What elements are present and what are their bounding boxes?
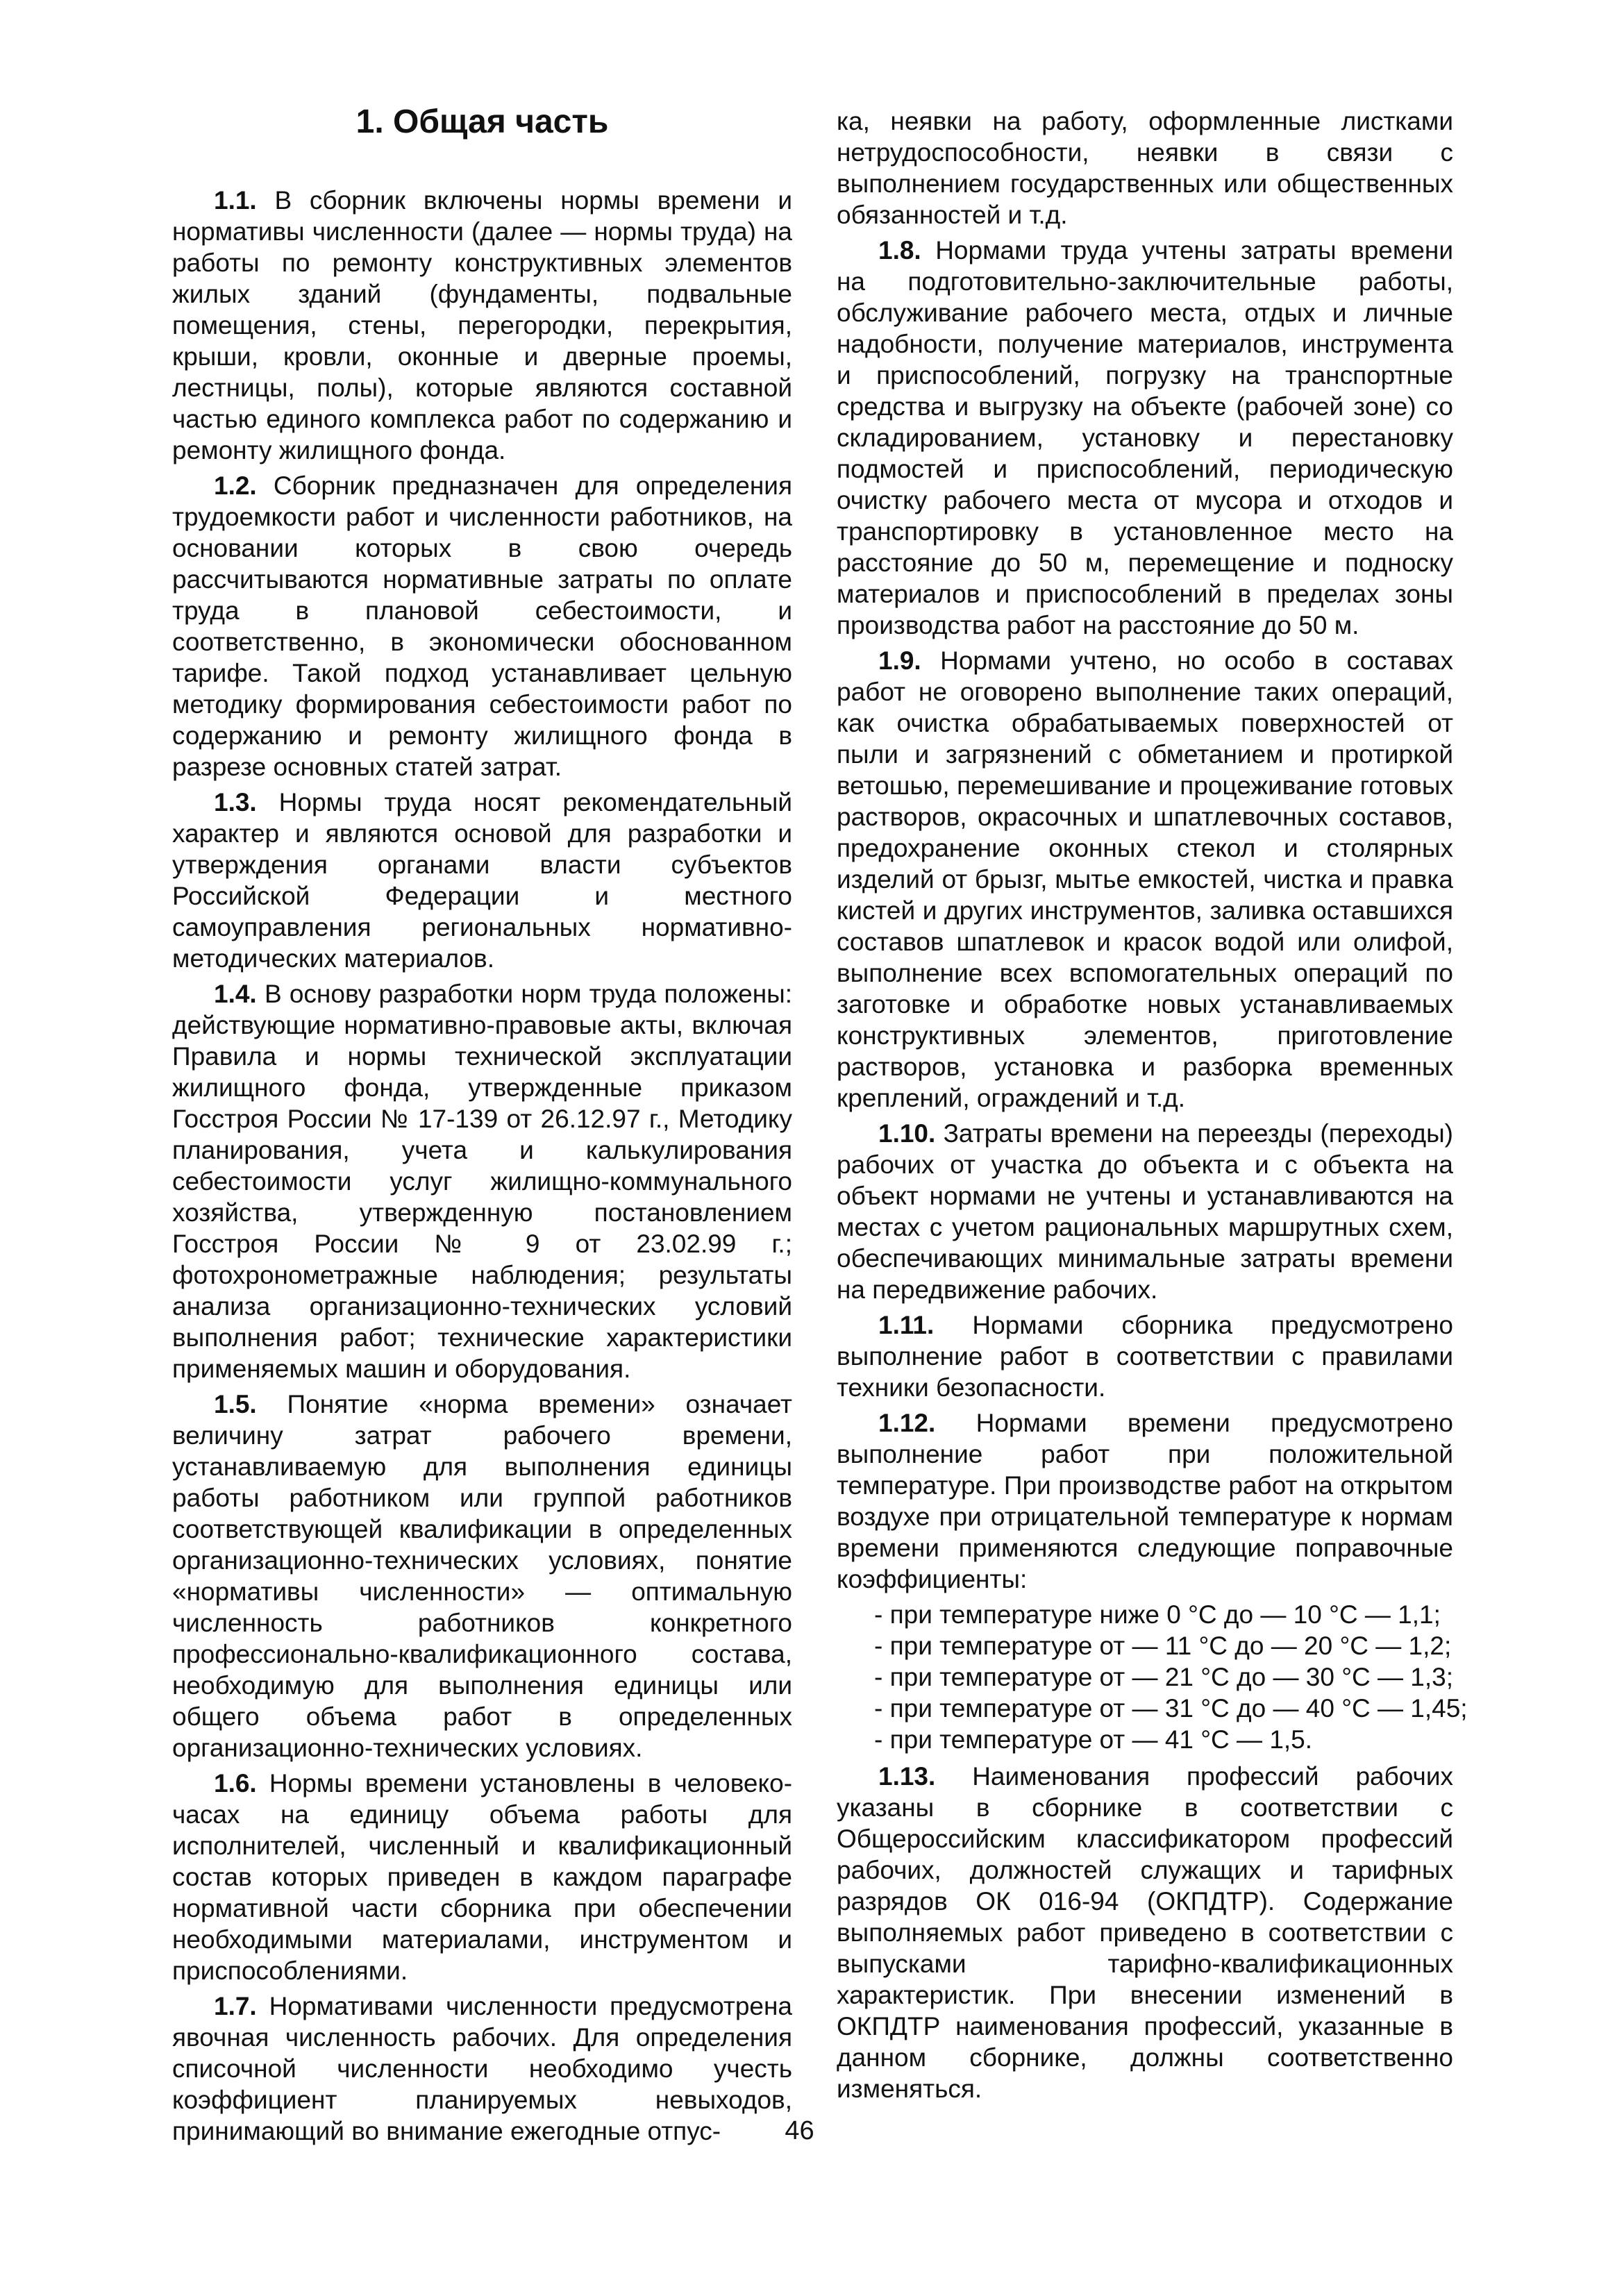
section-title: 1. Общая часть xyxy=(355,103,609,140)
paragraph-1-6 xyxy=(172,1768,792,1986)
paragraph-text: Нормы времени установлены в человеко-часах на единицу объема работы для исполнителей, численный и квалификационный состав которых приведен в каждом параграфе нормативной части сборника при обеспечении необходимыми материалами, инструментом и приспособлениями. xyxy=(172,1769,793,1985)
paragraph-1-2 xyxy=(172,470,792,782)
paragraph-number: 1.8. xyxy=(878,236,921,265)
paragraph-text: Затраты времени на переезды (переходы) рабочих от участка до объекта и с объекта на объект нормами не учтены и устанавливаются на местах с учетом рациональных маршрутных схем, обеспечивающих минимальные затраты времени на передвижение рабочих. xyxy=(837,1119,1453,1304)
paragraph-text: Нормами труда учтены затраты времени на подготовительно-заключительные работы, обслуживание рабочего места, отдых и личные надобности, получение материалов, инструмента и приспособлений, погрузку на транспортные средства и выгрузку на объекте (рабочей зоне) со складированием, установку и перестановку подмостей и приспособлений, периодическую очистку рабочего места от мусора и отходов и транспортировку в установленное место на расстояние до 50 м, перемещение и подноску материалов и приспособлений в пределах зоны производства работ на расстояние до 50 м. xyxy=(837,236,1453,639)
paragraph-text: Понятие «норма времени» означает величину затрат рабочего времени, устанавливаемую для выполнения единицы работы работником или группой работников соответствующей квалификации в определенных организационно-технических условиях, понятие «нормативы численности» — оптимальную численность работников конкретного профессионально-квалификационного состава, необходимую для выполнения единицы или общего объема работ в определенных организационно-технических условиях. xyxy=(172,1390,792,1762)
paragraph-1-5 xyxy=(172,1389,792,1763)
right-column xyxy=(837,106,1468,2109)
paragraph-number: 1.13. xyxy=(878,1762,936,1791)
paragraph-1-9 xyxy=(837,645,1453,1114)
coefficient-item: - при температуре от — 11 °С до — 20 °С — 1,2; xyxy=(874,1632,1452,1660)
paragraph-text: Нормы труда носят рекомендательный характер и являются основой для разработки и утверждения органами власти субъектов Российской Федерации и местного самоуправления региональных нормативно-методических материалов. xyxy=(172,788,792,973)
left-column xyxy=(172,103,792,2151)
paragraph-1-4 xyxy=(172,978,792,1384)
paragraph-text: В сборник включены нормы времени и нормативы численности (далее — нормы труда) на работы по ремонту конструктивных элементов жилых зданий (фундаменты, подвальные помещения, стены, перегородки, перекрытия, крыши, кровли, оконные и дверные проемы, лестницы, полы), которые являются составной частью единого комплекса работ по содержанию и ремонту жилищного фонда. xyxy=(172,186,792,464)
paragraph-number: 1.4. xyxy=(214,980,257,1008)
paragraph-number: 1.12. xyxy=(878,1409,936,1437)
paragraph-number: 1.10. xyxy=(878,1119,936,1148)
paragraph-number: 1.2. xyxy=(214,471,257,500)
paragraph-number: 1.9. xyxy=(878,646,921,675)
paragraph-1-8 xyxy=(837,235,1453,641)
coefficient-item: - при температуре от — 41 °С — 1,5. xyxy=(874,1725,1313,1754)
paragraph-number: 1.6. xyxy=(214,1769,257,1798)
paragraph-number: 1.5. xyxy=(214,1390,257,1418)
paragraph-number: 1.1. xyxy=(214,186,257,215)
coefficient-item: - при температуре от — 21 °С до — 30 °С — 1,3; xyxy=(874,1663,1453,1691)
paragraph-1-13 xyxy=(837,1761,1453,2104)
paragraph-text: Нормами учтено, но особо в составах работ не оговорено выполнение таких операций, как очистка обрабатываемых поверхностей от пыли и загрязнений с обметанием и протиркой ветошью, перемешивание и процеживание готовых растворов, окрасочных и шпатлевочных составов, предохранение оконных стекол и столярных изделий от брызг, мытье емкостей, чистка и правка кистей и других инструментов, заливка оставшихся составов шпатлевок и красок водой или олифой, выполнение всех вспомогательных операций по заготовке и обработке новых устанавливаемых конструктивных элементов, приготовление растворов, установка и разборка временных креплений, ограждений и т.д. xyxy=(837,646,1454,1112)
paragraph-number: 1.3. xyxy=(214,788,257,816)
paragraph-text: Наименования профессий рабочих указаны в сборнике в соответствии с Общероссийским классификатором профессий рабочих, должностей служащих и тарифных разрядов ОК 016-94 (ОКПДТР). Содержание выполняемых работ приведено в соответствии с выпусками тарифно-квалификационных характеристик. При внесении изменений в ОКПДТР наименования профессий, указанные в данном сборнике, должны соответственно изменяться. xyxy=(837,1762,1454,2103)
paragraph-text: Нормами времени предусмотрено выполнение работ при положительной температуре. При производстве работ на открытом воздухе при отрицательной температуре к нормам времени применяются следующие поправочные коэффициенты: xyxy=(837,1409,1454,1593)
coefficient-item: - при температуре ниже 0 °С до — 10 °С — 1,1; xyxy=(874,1600,1441,1629)
paragraph-text: Сборник предназначен для определения трудоемкости работ и численности работников, на основании которых в свою очередь рассчитываются нормативные затраты по оплате труда в плановой себестоимости, и соответственно, в экономически обоснованном тарифе. Такой подход устанавливает цельную методику формирования себестоимости работ по содержанию и ремонту жилищного фонда в разрезе основных статей затрат. xyxy=(172,471,792,781)
coefficient-item: - при температуре от — 31 °С до — 40 °С — 1,45; xyxy=(874,1694,1468,1723)
paragraph-1-3 xyxy=(172,787,792,974)
paragraph-1-11 xyxy=(837,1309,1453,1403)
paragraph-1-10 xyxy=(837,1118,1453,1305)
paragraph-number: 1.11. xyxy=(878,1311,935,1339)
paragraph-text: Нормативами численности предусмотрена явочная численность рабочих. Для определения списочной численности необходимо учесть коэффициент планируемых невыходов, принимающий во внимание ежегодные отпус- xyxy=(172,1992,792,2145)
paragraph-1-12 xyxy=(837,1407,1453,1595)
paragraph-1-7-continuation: ка, неявки на работу, оформленные листками нетрудоспособности, неявки в связи с выполнением государственных или общественных обязанностей и т.д. xyxy=(837,107,1453,229)
page-number: 46 xyxy=(785,2116,814,2145)
paragraph-number: 1.7. xyxy=(214,1992,257,2020)
coefficient-list xyxy=(837,1599,1468,1755)
paragraph-text: В основу разработки норм труда положены: действующие нормативно-правовые акты, включая Правила и нормы технической эксплуатации жилищного фонда, утвержденные приказом Госстроя России № 17-139 от 26.12.97 г., Методику планирования, учета и калькулирования себестоимости услуг жилищно-коммунального хозяйства, утвержденную постановлением Госстроя России № 9 от 23.02.99 г.; фотохронометражные наблюдения; результаты анализа организационно-технических условий выполнения работ; технические характеристики применяемых машин и оборудования. xyxy=(172,980,792,1383)
paragraph-1-1 xyxy=(172,185,792,466)
paragraph-text: Нормами сборника предусмотрено выполнение работ в соответствии с правилами техники безопасности. xyxy=(837,1311,1454,1402)
